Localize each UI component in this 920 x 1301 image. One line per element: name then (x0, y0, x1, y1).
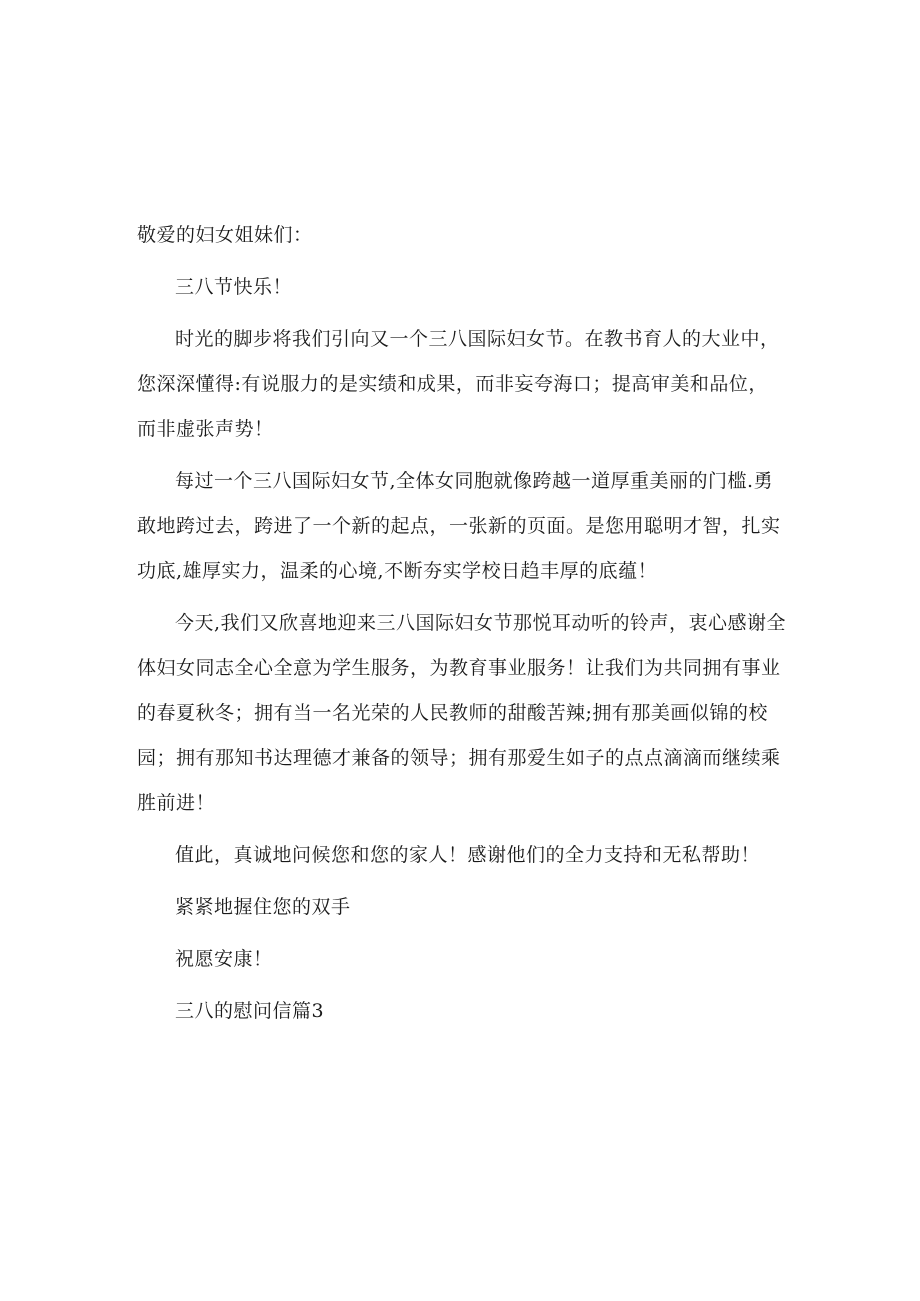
closing-line-2: 祝愿安康！ (175, 948, 273, 970)
paragraph-2: 每过一个三八国际妇女节,全体女同胞就像跨越一道厚重美丽的门槛.勇敢地跨过去，跨进了一个新的起点，一张新的页面。是您用聪明才智，扎实功底,雄厚实力，温柔的心境,不断夯实学校日趋丰厚的底蕴！ (137, 470, 781, 582)
closing-line-1: 紧紧地握住您的双手 (175, 896, 351, 918)
salutation: 敬爱的妇女姐妹们： (137, 224, 313, 246)
greeting: 三八节快乐！ (175, 276, 293, 298)
paragraph-3: 今天,我们又欣喜地迎来三八国际妇女节那悦耳动听的铃声，衷心感谢全体妇女同志全心全意为学生服务，为教育事业服务！让我们为共同拥有事业的春夏秋冬；拥有当一名光荣的人民教师的甜酸苦辣;拥有那美画似锦的校园；拥有那知书达理德才兼备的领导；拥有那爱生如子的点点滴滴而继续乘胜前进！ (137, 612, 787, 814)
paragraph-1: 时光的脚步将我们引向又一个三八国际妇女节。在教书育人的大业中，您深深懂得:有说服力的是实绩和成果，而非妄夸海口；提高审美和品位，而非虚张声势！ (137, 328, 780, 440)
next-section-title: 三八的慰问信篇3 (175, 1000, 325, 1022)
paragraph-4: 值此，真诚地问候您和您的家人！感谢他们的全力支持和无私帮助！ (175, 844, 761, 866)
letter-body (137, 213, 787, 1041)
